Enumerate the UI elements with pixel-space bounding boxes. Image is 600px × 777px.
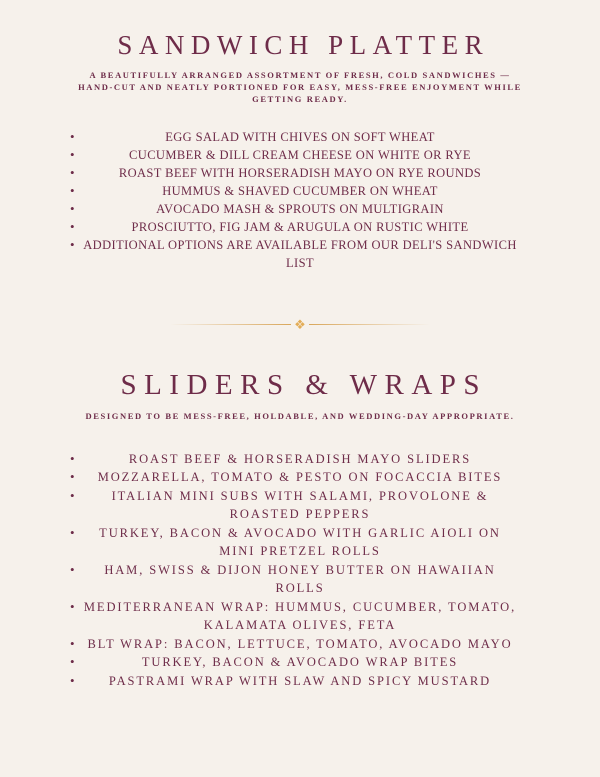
bullet-icon: • (70, 672, 77, 688)
menu-item-label: ROAST BEEF & HORSERADISH MAYO SLIDERS (128, 451, 472, 466)
bullet-icon: • (70, 218, 75, 234)
menu-item (50, 487, 550, 524)
menu-item (50, 128, 550, 146)
menu-item-label: ADDITIONAL OPTIONS ARE AVAILABLE FROM OUR DELI'S SANDWICH LIST (83, 237, 517, 270)
bullet-icon: • (70, 561, 77, 577)
section-subtitle: A BEAUTIFULLY ARRANGED ASSORTMENT OF FRESH, COLD SANDWICHES — HAND-CUT AND NEATLY PORTIONED FOR EASY, MESS-FREE ENJOYMENT WHILE GETTING READY. (78, 69, 522, 104)
menu-item-label: ITALIAN MINI SUBS WITH SALAMI, PROVOLONE & ROASTED PEPPERS (111, 488, 489, 522)
menu-item (50, 146, 550, 164)
menu-item-label: MEDITERRANEAN WRAP: HUMMUS, CUCUMBER, TOMATO, KALAMATA OLIVES, FETA (83, 599, 517, 633)
menu-item-label: EGG SALAD WITH CHIVES ON SOFT WHEAT (165, 129, 435, 144)
bullet-icon: • (70, 654, 77, 670)
menu-item (50, 200, 550, 218)
divider-line (309, 324, 430, 326)
menu-item (50, 468, 550, 487)
section-sliders-wraps (0, 370, 600, 690)
menu-item-label: AVOCADO MASH & SPROUTS ON MULTIGRAIN (156, 201, 444, 216)
menu-item-label: TURKEY, BACON & AVOCADO WITH GARLIC AIOLI ON MINI PRETZEL ROLLS (99, 525, 501, 559)
menu-item (50, 182, 550, 200)
menu-item-label: MOZZARELLA, TOMATO & PESTO ON FOCACCIA BITES (97, 470, 503, 485)
menu-item (50, 236, 550, 272)
bullet-icon: • (70, 450, 77, 466)
diamond-ornament-icon: ❖ (294, 317, 306, 333)
bullet-icon: • (70, 635, 77, 651)
menu-item (50, 218, 550, 236)
menu-item-label: ROAST BEEF WITH HORSERADISH MAYO ON RYE ROUNDS (118, 165, 482, 180)
menu-item-label: HUMMUS & SHAVED CUCUMBER ON WHEAT (162, 183, 438, 198)
bullet-icon: • (70, 164, 75, 180)
menu-item-label: PROSCIUTTO, FIG JAM & ARUGULA ON RUSTIC WHITE (131, 219, 469, 234)
menu-item (50, 672, 550, 691)
section-title: SLIDERS & WRAPS (120, 368, 488, 401)
menu-item-label: BLT WRAP: BACON, LETTUCE, TOMATO, AVOCADO MAYO (87, 636, 513, 651)
bullet-icon: • (70, 128, 75, 144)
section-divider (170, 317, 430, 333)
bullet-icon: • (70, 469, 77, 485)
divider-line (170, 324, 291, 326)
section-sandwich-platter (0, 31, 600, 272)
bullet-icon: • (70, 146, 75, 162)
menu-item (50, 164, 550, 182)
section-subtitle: DESIGNED TO BE MESS-FREE, HOLDABLE, AND WEDDING-DAY APPROPRIATE. (85, 410, 515, 421)
menu-item (50, 450, 550, 469)
menu-item (50, 635, 550, 654)
menu-item (50, 598, 550, 635)
bullet-icon: • (70, 182, 75, 198)
bullet-icon: • (70, 200, 75, 216)
section-title: SANDWICH PLATTER (117, 30, 490, 60)
bullet-icon: • (70, 524, 77, 540)
menu-item-label: PASTRAMI WRAP WITH SLAW AND SPICY MUSTARD (108, 673, 492, 688)
menu-item-label: CUCUMBER & DILL CREAM CHEESE ON WHITE OR RYE (129, 147, 471, 162)
menu-item (50, 524, 550, 561)
menu-item (50, 561, 550, 598)
sandwich-platter-list (50, 128, 550, 272)
menu-item (50, 653, 550, 672)
bullet-icon: • (70, 236, 75, 252)
menu-item-label: HAM, SWISS & DIJON HONEY BUTTER ON HAWAIIAN ROLLS (104, 562, 496, 596)
sliders-wraps-list (50, 450, 550, 691)
bullet-icon: • (70, 598, 77, 614)
menu-item-label: TURKEY, BACON & AVOCADO WRAP BITES (141, 655, 459, 670)
bullet-icon: • (70, 487, 77, 503)
